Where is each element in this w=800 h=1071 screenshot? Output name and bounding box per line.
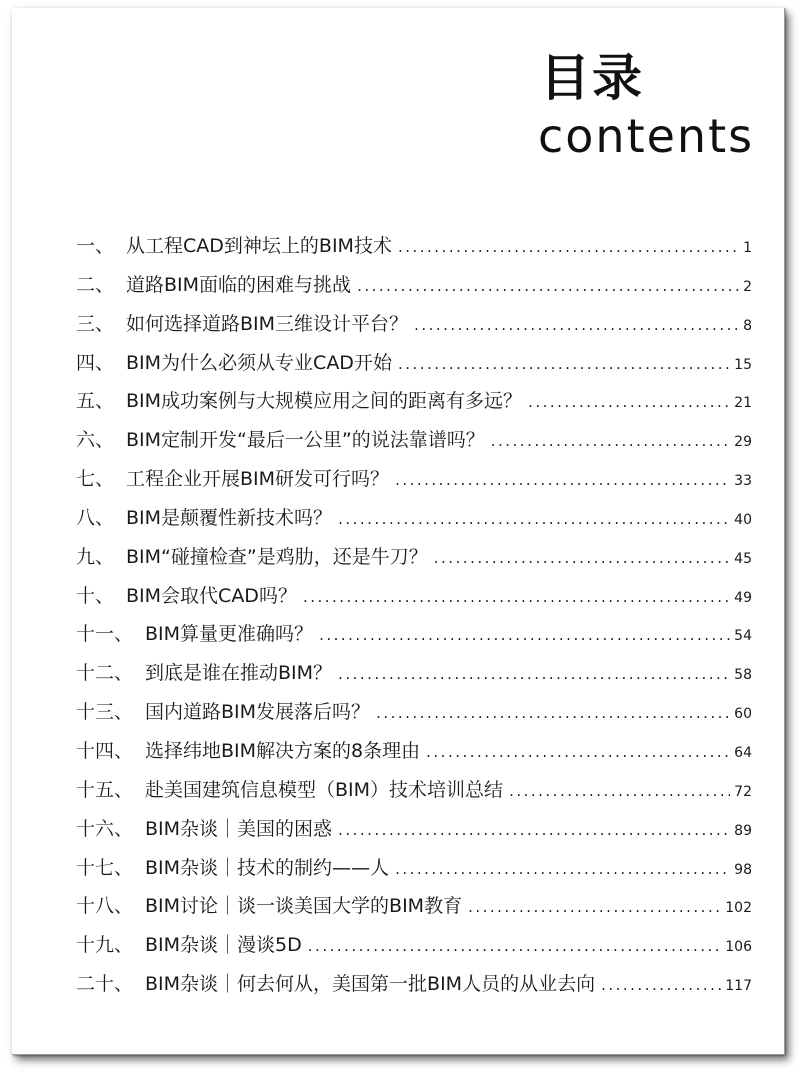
toc-leader-dots [395,471,730,489]
toc-entry-title: BIM定制开发“最后一公里”的说法靠谱吗？ [126,429,485,452]
toc-entry-page: 60 [734,706,752,723]
toc-leader-dots [303,588,730,606]
toc-entry-number: 十一、 [76,623,134,646]
toc-entry-number: 十六、 [76,817,134,840]
toc-leader-dots [398,355,730,373]
toc-entry-title: BIM为什么必须从专业CAD开始 [126,351,392,374]
toc-entry-number: 九、 [76,545,115,568]
document-page [12,8,785,1055]
toc-entry-number: 五、 [76,390,115,413]
toc-entry-page: 54 [734,628,752,645]
toc-leader-dots [468,898,721,916]
toc-entry-title: BIM成功案例与大规模应用之间的距离有多远？ [126,390,523,413]
toc-entry-title: 赴美国建筑信息模型（BIM）技术培训总结 [145,778,504,801]
toc-entry[interactable] [76,619,752,658]
toc-entry-page: 21 [734,395,752,412]
toc-leader-dots [434,549,730,567]
toc-entry[interactable] [76,775,752,814]
toc-entry[interactable] [76,697,752,736]
toc-entry-title: 如何选择道路BIM三维设计平台？ [126,312,409,335]
toc-entry-number: 十九、 [76,934,134,957]
toc-entry[interactable] [76,348,752,387]
toc-entry[interactable] [76,542,752,581]
toc-entry-number: 十四、 [76,739,134,762]
toc-entry[interactable] [76,386,752,425]
toc-entry-title: BIM会取代CAD吗？ [126,584,297,607]
toc-entry-number: 六、 [76,429,115,452]
toc-entry-page: 29 [734,434,752,451]
toc-leader-dots [491,432,730,450]
toc-entry-title: BIM杂谈｜技术的制约——人 [145,856,390,879]
toc-leader-dots [426,743,730,761]
toc-entry-page: 106 [725,939,752,956]
toc-entry-page: 72 [734,783,752,800]
toc-leader-dots [338,665,730,683]
toc-entry[interactable] [76,270,752,309]
toc-leader-dots [357,277,739,295]
toc-entry-page: 98 [734,861,752,878]
toc-entry-page: 89 [734,822,752,839]
toc-leader-dots [376,704,730,722]
toc-entry-title: BIM杂谈｜漫谈5D [145,934,302,957]
toc-entry-title: BIM讨论｜谈一谈美国大学的BIM教育 [145,895,463,918]
toc-entry[interactable] [76,231,752,270]
toc-entry-page: 40 [734,511,752,528]
toc-entry-number: 十七、 [76,856,134,879]
toc-entry-number: 一、 [76,235,115,257]
toc-leader-dots [509,782,730,800]
page-title: 目录 [540,49,644,107]
toc-entry-page: 1 [743,240,752,256]
toc-leader-dots [338,821,730,839]
toc-entry[interactable] [76,853,752,892]
toc-entry-title: 道路BIM面临的困难与挑战 [126,273,352,296]
toc-entry-title: BIM“碰撞检查”是鸡肋，还是牛刀？ [126,545,428,568]
toc-entry-page: 117 [725,978,752,995]
toc-entry[interactable] [76,969,752,1008]
toc-entry-title: 从工程CAD到神坛上的BIM技术 [126,235,392,257]
toc-entry-number: 十二、 [76,662,134,685]
toc-entry-number: 三、 [76,312,115,335]
table-of-contents [76,231,752,1008]
toc-entry-page: 102 [725,900,752,917]
toc-entry-number: 十三、 [76,701,134,724]
toc-entry[interactable] [76,464,752,503]
toc-entry[interactable] [76,309,752,348]
toc-entry-title: BIM杂谈｜何去何从，美国第一批BIM人员的从业去向 [145,973,596,996]
toc-entry-page: 58 [734,667,752,684]
toc-entry[interactable] [76,891,752,930]
toc-entry-title: 工程企业开展BIM研发可行吗？ [126,468,390,491]
toc-entry-number: 四、 [76,351,115,374]
toc-entry-title: BIM算量更准确吗？ [145,623,314,646]
toc-entry-title: BIM杂谈｜美国的困惑 [145,817,333,840]
toc-leader-dots [308,937,721,955]
toc-entry-page: 2 [743,278,752,295]
toc-entry-page: 8 [743,317,752,334]
toc-leader-dots [398,238,739,256]
toc-entry-title: 选择纬地BIM解决方案的8条理由 [145,739,421,762]
toc-entry-page: 49 [734,589,752,606]
toc-leader-dots [528,393,730,411]
toc-entry-number: 十、 [76,584,115,607]
toc-entry[interactable] [76,814,752,853]
toc-entry-page: 45 [734,550,752,567]
toc-entry[interactable] [76,425,752,464]
toc-entry-number: 八、 [76,506,115,529]
toc-entry-number: 十八、 [76,895,134,918]
toc-entry[interactable] [76,736,752,775]
toc-entry-number: 七、 [76,468,115,491]
toc-entry[interactable] [76,581,752,620]
toc-entry-page: 64 [734,744,752,761]
toc-entry-number: 十五、 [76,778,134,801]
toc-entry-title: BIM是颠覆性新技术吗？ [126,506,333,529]
toc-leader-dots [395,860,730,878]
toc-entry-number: 二、 [76,273,115,296]
toc-entry-title: 到底是谁在推动BIM？ [145,662,333,685]
toc-leader-dots [338,510,730,528]
toc-entry-title: 国内道路BIM发展落后吗？ [145,701,371,724]
toc-entry-page: 15 [734,356,752,373]
page-subtitle: contents [538,109,755,163]
toc-entry[interactable] [76,503,752,542]
toc-entry[interactable] [76,930,752,969]
toc-entry-page: 33 [734,473,752,490]
toc-leader-dots [601,976,721,994]
toc-entry[interactable] [76,658,752,697]
toc-leader-dots [319,626,730,644]
toc-leader-dots [414,316,739,334]
toc-entry-number: 二十、 [76,973,134,996]
